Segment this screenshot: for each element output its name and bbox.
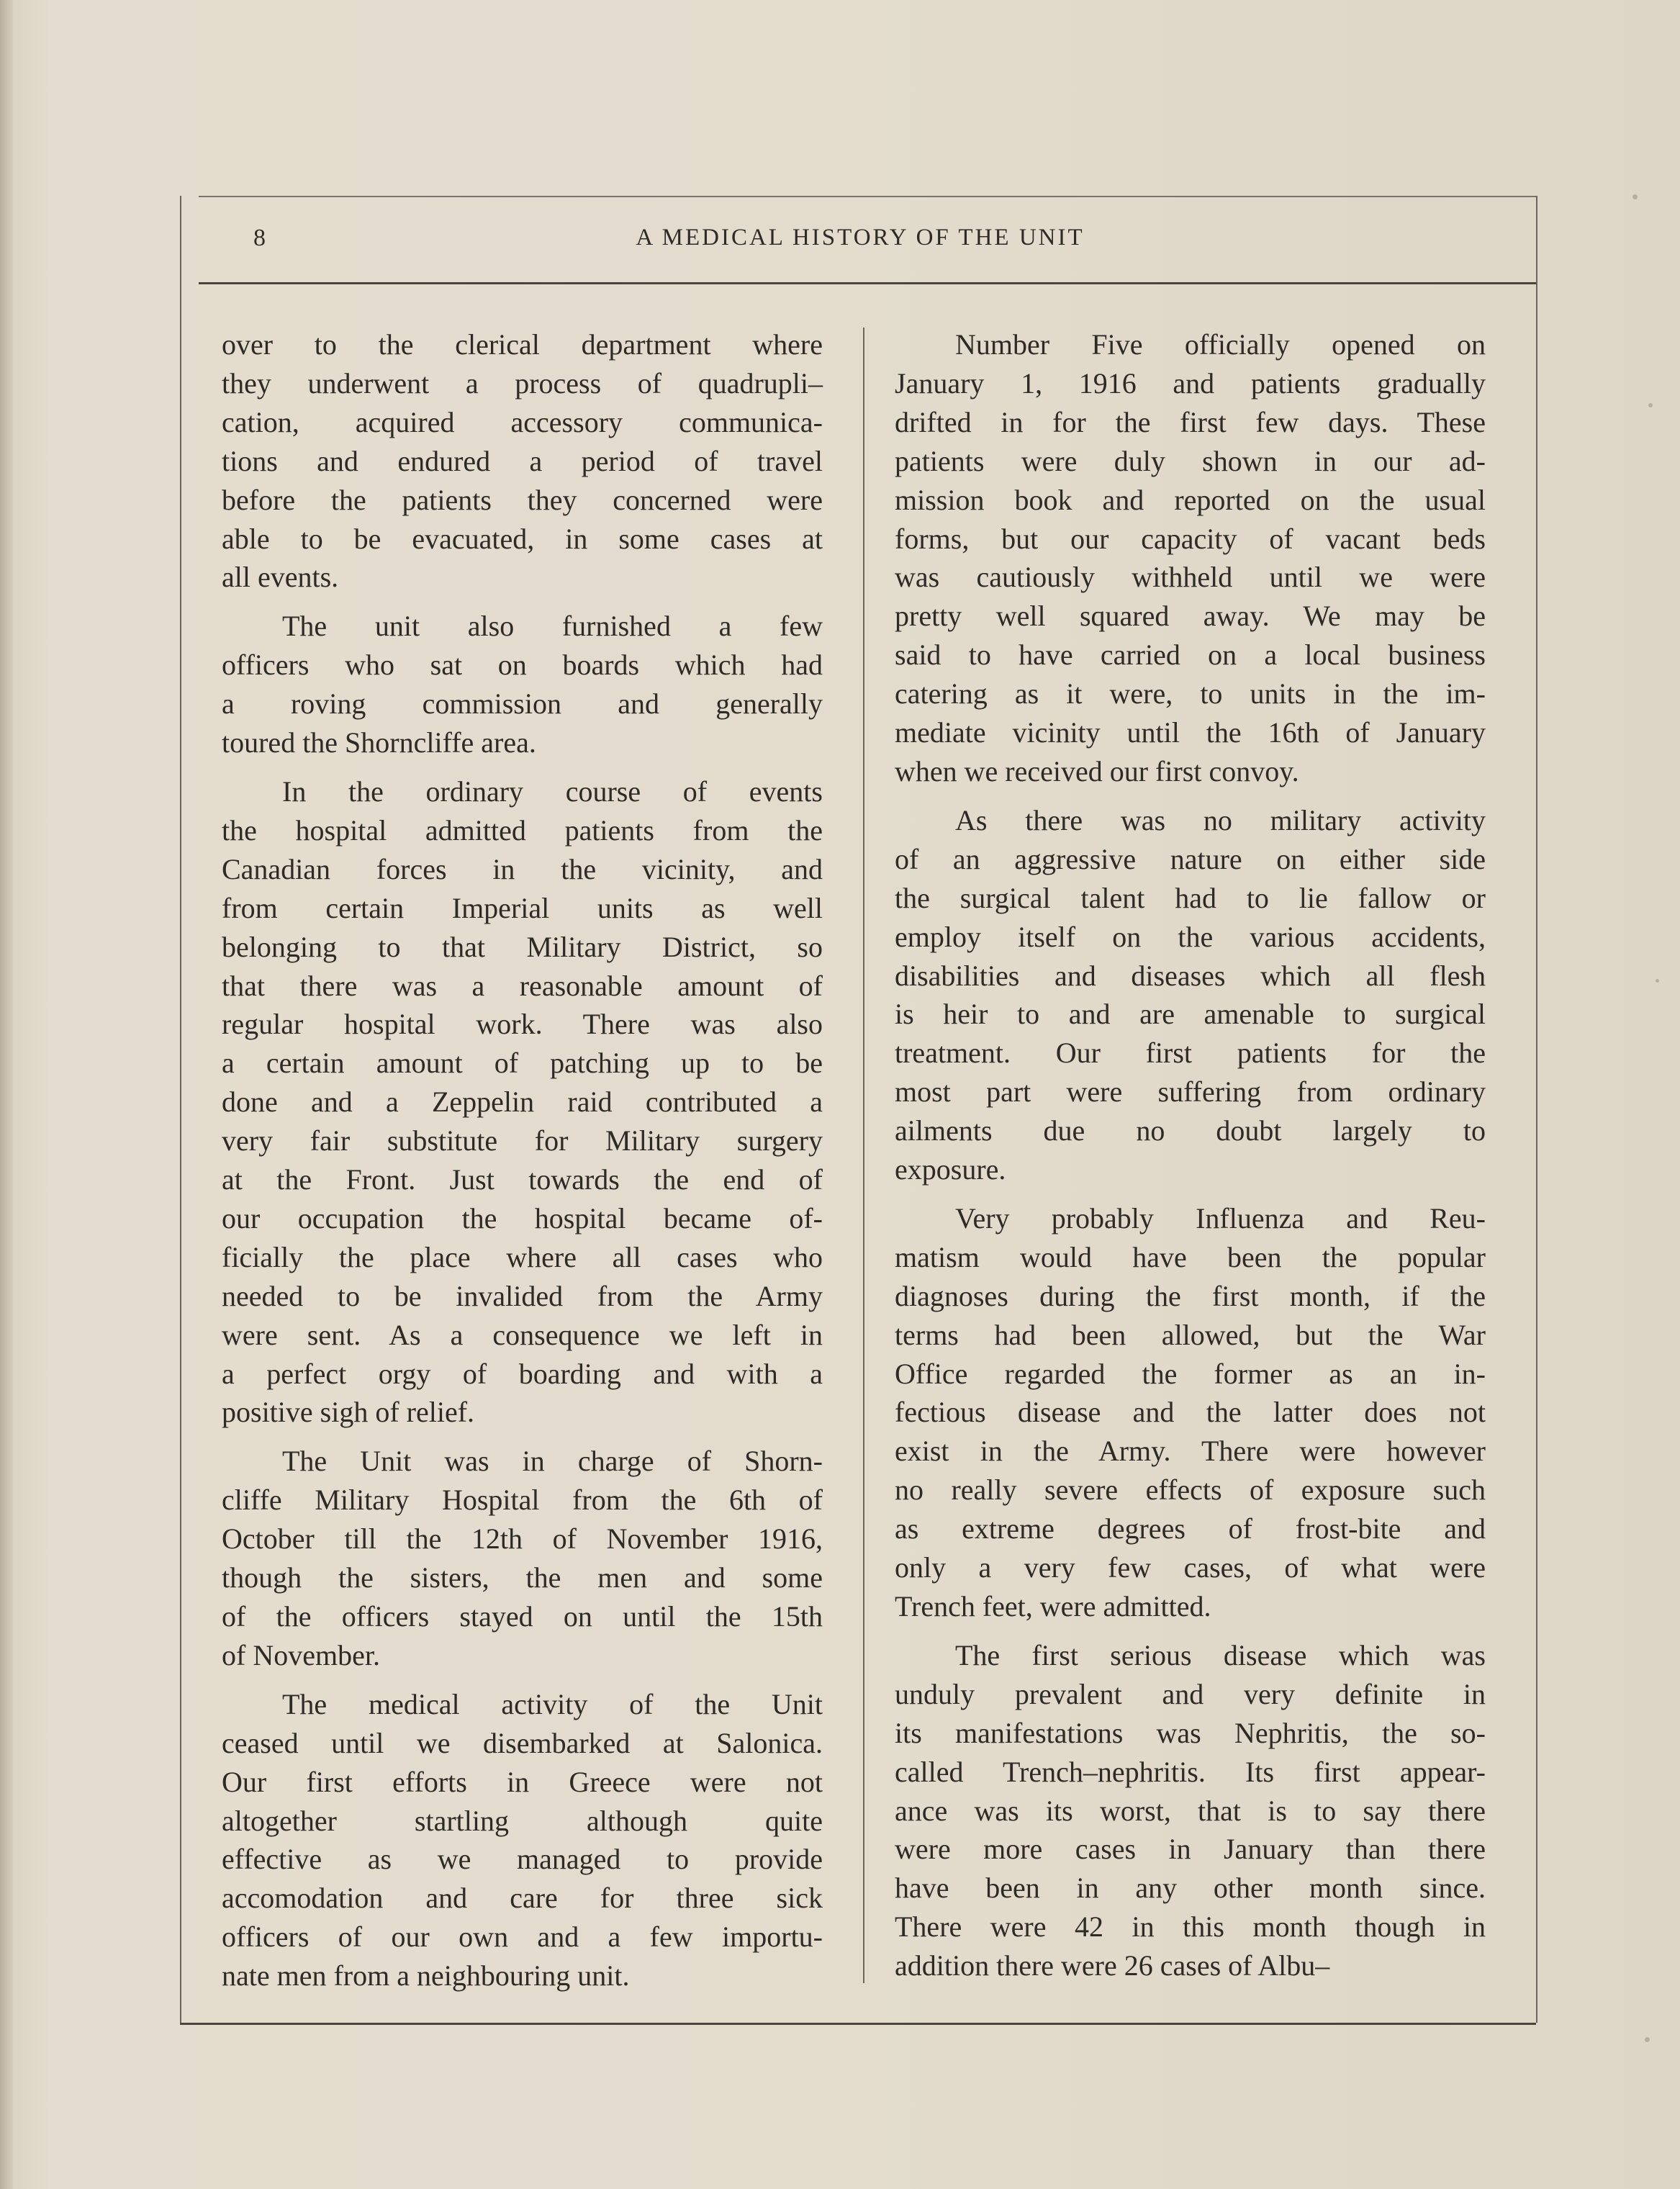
paragraph: [895, 1636, 1486, 1985]
paragraph: [222, 325, 823, 597]
text-line: the surgical talent had to lie fallow or: [895, 881, 1486, 914]
text-line: they underwent a process of quadrupli–: [222, 366, 823, 400]
text-line: Office regarded the former as an in-: [895, 1357, 1486, 1390]
running-title: A MEDICAL HISTORY OF THE UNIT: [636, 225, 1085, 251]
paragraph: [222, 1442, 823, 1674]
text-line: employ itself on the various accidents,: [895, 920, 1486, 953]
text-line: at the Front. Just towards the end of: [222, 1163, 823, 1196]
text-line: its manifestations was Nephritis, the so-: [895, 1716, 1486, 1749]
text-line: called Trench–nephritis. Its first appear-: [895, 1755, 1486, 1788]
text-line: unduly prevalent and very definite in: [895, 1677, 1486, 1710]
text-line: matism would have been the popular: [895, 1240, 1486, 1273]
paragraph: [222, 1685, 823, 1995]
text-line: pretty well squared away. We may be: [895, 600, 1486, 633]
text-line: officers of our own and a few importu-: [222, 1921, 823, 1954]
bottom-rule: [180, 2023, 1536, 2025]
text-line: nate men from a neighbouring unit.: [222, 1959, 630, 1992]
text-line: diagnoses during the first month, if the: [895, 1279, 1486, 1312]
text-line: very fair substitute for Military surgery: [222, 1124, 823, 1157]
paper-speck: [1656, 979, 1659, 983]
paragraph: [895, 801, 1486, 1189]
text-line: when we received our first convoy.: [895, 754, 1299, 787]
text-line: exposure.: [895, 1153, 1006, 1186]
text-line: all events.: [222, 561, 339, 594]
text-line: a certain amount of patching up to be: [222, 1047, 823, 1080]
text-line: needed to be invalided from the Army: [222, 1279, 823, 1312]
text-line: Canadian forces in the vicinity, and: [222, 852, 823, 885]
text-line: altogether startling although quite: [222, 1804, 823, 1837]
text-line: before the patients they concerned were: [222, 483, 823, 516]
text-line: October till the 12th of November 1916,: [222, 1522, 823, 1556]
text-line: ance was its worst, that is to say there: [895, 1794, 1486, 1827]
text-line: ficially the place where all cases who: [222, 1240, 823, 1273]
text-line: fectious disease and the latter does not: [895, 1396, 1486, 1429]
text-line: a roving commission and generally: [222, 687, 823, 721]
paragraph: [895, 325, 1486, 791]
text-line: addition there were 26 cases of Albu–: [895, 1949, 1330, 1982]
text-line: cliffe Military Hospital from the 6th of: [222, 1484, 823, 1517]
text-line: ceased until we disembarked at Salonica.: [222, 1726, 823, 1759]
paragraph: [222, 607, 823, 762]
top-rule: [199, 196, 1536, 197]
text-line: terms had been allowed, but the War: [895, 1318, 1486, 1351]
right-column: [895, 325, 1486, 1995]
text-line: There were 42 in this month though in: [895, 1910, 1486, 1944]
text-line: tions and endured a period of travel: [222, 444, 823, 477]
text-line: were more cases in January than there: [895, 1833, 1486, 1866]
text-line: was cautiously withheld until we were: [895, 561, 1486, 594]
paragraph: [895, 1199, 1486, 1626]
paper-speck: [1632, 194, 1638, 199]
left-column: [222, 325, 823, 2005]
text-line: patients were duly shown in our ad-: [895, 444, 1486, 477]
text-line: mission book and reported on the usual: [895, 483, 1486, 516]
text-line: over to the clerical department where: [222, 328, 823, 361]
text-line: January 1, 1916 and patients gradually: [895, 366, 1486, 400]
paper-speck: [1648, 403, 1653, 407]
text-line: belonging to that Military District, so: [222, 930, 823, 963]
text-line: forms, but our capacity of vacant beds: [895, 522, 1486, 555]
text-line: a perfect orgy of boarding and with a: [222, 1357, 823, 1390]
text-line: treatment. Our first patients for the: [895, 1037, 1486, 1070]
text-line: no really severe effects of exposure such: [895, 1473, 1486, 1507]
text-line: from certain Imperial units as well: [222, 891, 823, 924]
text-line: As there was no military activity: [955, 803, 1486, 836]
text-line: regular hospital work. There was also: [222, 1008, 823, 1041]
page-number: 8: [253, 225, 266, 251]
text-line: were sent. As a consequence we left in: [222, 1318, 823, 1351]
paper-speck: [1645, 2037, 1650, 2042]
text-line: The Unit was in charge of Shorn-: [282, 1445, 823, 1478]
text-line: The first serious disease which was: [955, 1638, 1486, 1671]
text-line: ailments due no doubt largely to: [895, 1114, 1486, 1147]
text-line: though the sisters, the men and some: [222, 1561, 823, 1594]
text-line: catering as it were, to units in the im-: [895, 677, 1486, 710]
text-line: accomodation and care for three sick: [222, 1882, 823, 1915]
text-line: have been in any other month since.: [895, 1872, 1486, 1905]
text-line: able to be evacuated, in some cases at: [222, 522, 823, 555]
text-line: as extreme degrees of frost-bite and: [895, 1512, 1486, 1545]
text-line: cation, acquired accessory communica-: [222, 405, 823, 438]
text-line: The medical activity of the Unit: [282, 1687, 823, 1720]
header-rule: [199, 282, 1536, 284]
text-line: The unit also furnished a few: [282, 610, 823, 643]
text-line: In the ordinary course of events: [282, 775, 823, 808]
text-line: drifted in for the first few days. These: [895, 405, 1486, 438]
text-line: mediate vicinity until the 16th of January: [895, 716, 1486, 749]
binding-edge: [0, 0, 13, 2189]
text-line: effective as we managed to provide: [222, 1843, 823, 1876]
text-line: officers who sat on boards which had: [222, 649, 823, 682]
text-line: most part were suffering from ordinary: [895, 1075, 1486, 1109]
text-line: only a very few cases, of what were: [895, 1551, 1486, 1584]
text-line: of November.: [222, 1638, 380, 1671]
text-line: that there was a reasonable amount of: [222, 969, 823, 1002]
text-line: Very probably Influenza and Reu-: [955, 1201, 1486, 1235]
text-line: of an aggressive nature on either side: [895, 842, 1486, 875]
text-line: our occupation the hospital became of-: [222, 1201, 823, 1235]
paragraph: [222, 772, 823, 1432]
text-line: said to have carried on a local business: [895, 638, 1486, 672]
text-line: exist in the Army. There were however: [895, 1435, 1486, 1468]
column-divider: [863, 328, 864, 1983]
text-line: is heir to and are amenable to surgical: [895, 998, 1486, 1031]
text-line: positive sigh of relief.: [222, 1396, 475, 1429]
text-line: done and a Zeppelin raid contributed a: [222, 1086, 823, 1119]
text-line: Our first efforts in Greece were not: [222, 1765, 823, 1798]
text-line: Number Five officially opened on: [955, 328, 1486, 361]
text-line: the hospital admitted patients from the: [222, 813, 823, 847]
text-line: Trench feet, were admitted.: [895, 1590, 1211, 1622]
text-line: disabilities and diseases which all flesh: [895, 959, 1486, 992]
text-line: of the officers stayed on until the 15th: [222, 1600, 823, 1633]
text-line: toured the Shorncliffe area.: [222, 726, 536, 759]
